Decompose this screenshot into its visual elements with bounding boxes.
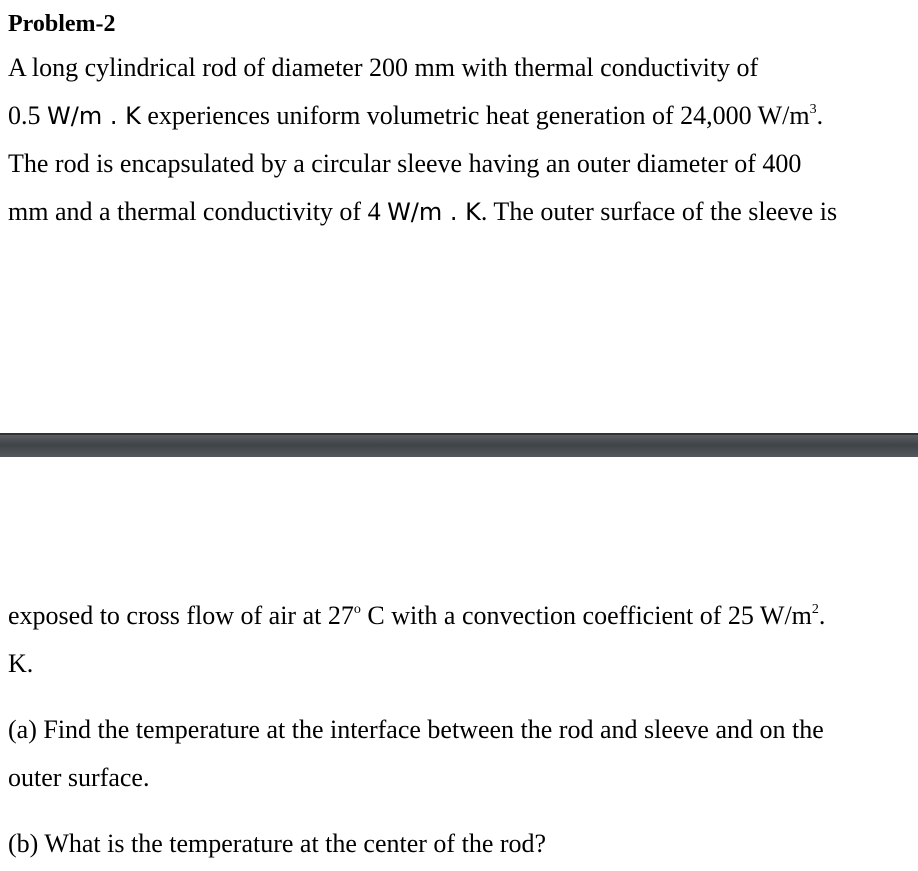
text-span: experiences uniform volumetric heat generation of 24,000 W/m bbox=[140, 101, 810, 130]
text-span: outer surface. bbox=[8, 763, 150, 792]
text-span: mm and a thermal conductivity of 4 bbox=[8, 197, 388, 226]
unit-text: W/m . K bbox=[47, 102, 141, 130]
text-span: . The outer surface of the sleeve is bbox=[480, 197, 838, 226]
text-span: The rod is encapsulated by a circular sleeve having an outer diameter of 400 bbox=[8, 149, 802, 178]
superscript: 3 bbox=[809, 102, 817, 117]
text-span: . bbox=[818, 601, 826, 630]
question-a-line-1 bbox=[8, 706, 913, 754]
text-span: exposed to cross flow of air at 27 bbox=[8, 601, 354, 630]
text-span: (a) Find the temperature at the interface between the rod and sleeve and on the bbox=[8, 715, 824, 744]
question-a-line-2 bbox=[8, 754, 913, 802]
question-b bbox=[8, 820, 913, 868]
problem-text-line-5 bbox=[8, 592, 913, 640]
problem-statement-bottom bbox=[8, 592, 913, 868]
problem-heading: Problem-2 bbox=[8, 11, 116, 37]
text-span: A long cylindrical rod of diameter 200 mm with thermal conductivity of bbox=[8, 53, 759, 82]
text-span: . bbox=[816, 101, 824, 130]
text-span: 0.5 bbox=[8, 101, 41, 130]
problem-statement-top bbox=[8, 0, 913, 236]
page-break-divider bbox=[0, 433, 918, 457]
degree-superscript: o bbox=[353, 602, 361, 617]
unit-text: W/m . K bbox=[387, 198, 481, 226]
problem-text-line-2 bbox=[8, 92, 913, 140]
text-span: K. bbox=[8, 649, 34, 678]
problem-text-line-4 bbox=[8, 188, 913, 236]
text-span: C with a convection coefficient of 25 W/m bbox=[360, 601, 812, 630]
problem-text-line-6 bbox=[8, 640, 913, 688]
paragraph-gap bbox=[8, 688, 913, 706]
problem-text-line-1 bbox=[8, 44, 913, 92]
superscript: 2 bbox=[811, 602, 819, 617]
text-span: (b) What is the temperature at the center of the rod? bbox=[8, 829, 547, 858]
paragraph-gap bbox=[8, 802, 913, 820]
problem-text-line-3 bbox=[8, 140, 913, 188]
